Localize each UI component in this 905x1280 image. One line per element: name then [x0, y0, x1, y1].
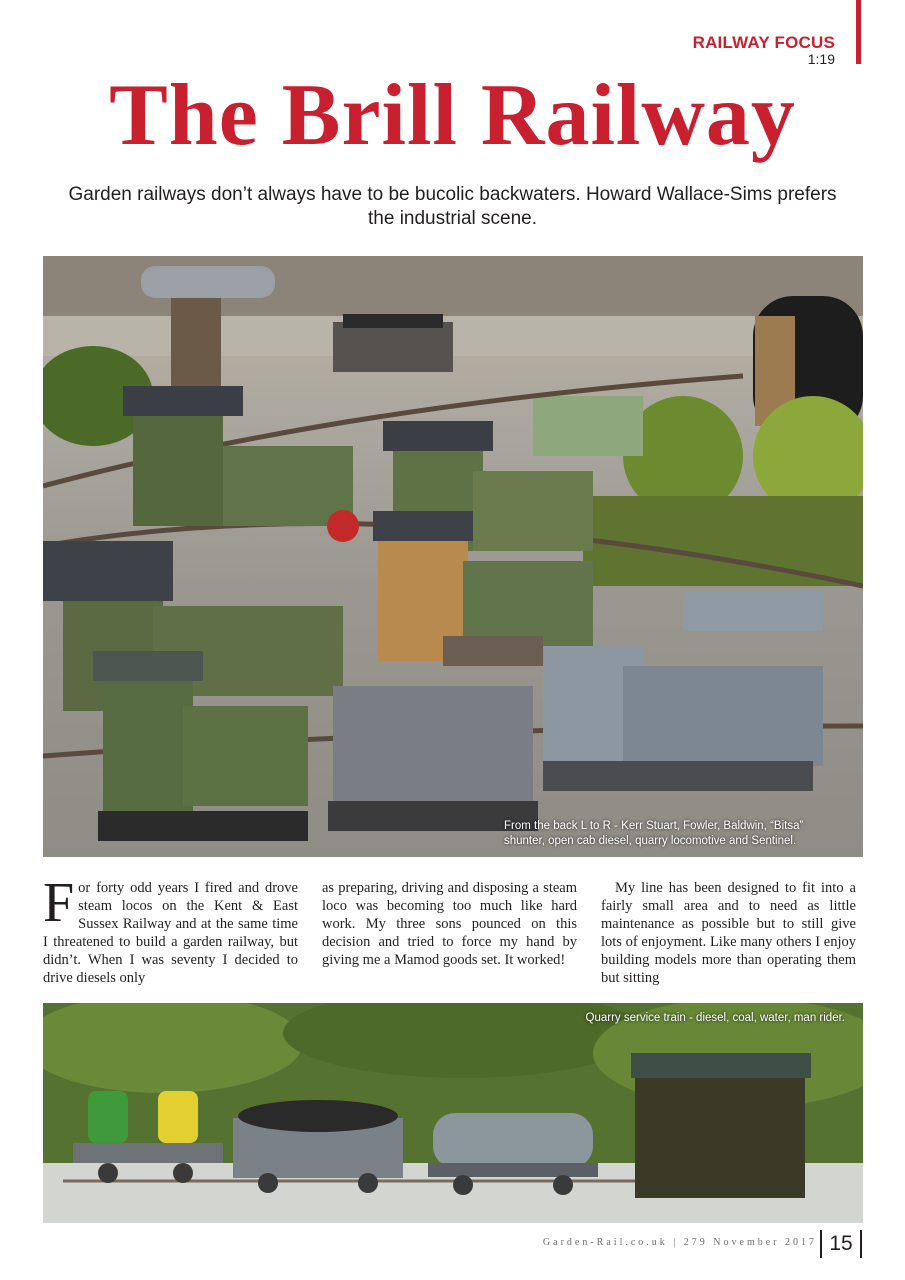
quarry-train-illustration	[43, 1003, 863, 1223]
body-text-3: My line has been designed to fit into a fairly small area and to need as little maintenance as possible but to still give lots of enjoyment. Like many others I enjoy building models more than operating them but sitting	[601, 880, 856, 986]
body-column-1	[43, 872, 298, 987]
section-bar	[856, 0, 861, 64]
body-column-2	[322, 879, 577, 969]
standfirst: Garden railways don’t always have to be bucolic backwaters. Howard Wallace-Sims prefers the industrial scene.	[68, 184, 837, 229]
drop-cap: F	[43, 872, 75, 934]
locomotives-illustration	[43, 256, 863, 857]
quarry-photo-caption: Quarry service train - diesel, coal, water, man rider.	[585, 1012, 845, 1024]
main-photo	[43, 256, 863, 857]
section-scale: 1:19	[807, 51, 835, 67]
quarry-train-photo	[43, 1003, 863, 1223]
page-footer: Garden-Rail.co.uk | 279 November 2017	[542, 1237, 817, 1248]
page-number: 15	[820, 1230, 862, 1258]
article-title: The Brill Railway	[109, 67, 796, 164]
body-text-1: or forty odd years I fired and drove steam locos on the Kent & East Sussex Railway and at the same time I threatened to build a garden railway, but didn’t. When I was seventy I decided to drive diesels only	[43, 880, 298, 986]
body-column-3	[601, 879, 856, 987]
section-name: RAILWAY FOCUS	[692, 33, 835, 52]
body-text-2: as preparing, driving and disposing a steam loco was becoming too much like hard work. My three sons pounced on this decision and tried to force my hand by giving me a Mamod goods set. It worked!	[322, 880, 577, 968]
section-tag	[693, 34, 835, 66]
main-photo-caption: From the back L to R - Kerr Stuart, Fowler, Baldwin, “Bitsa” shunter, open cab diesel, quarry locomotive and Sentinel.	[504, 820, 804, 847]
